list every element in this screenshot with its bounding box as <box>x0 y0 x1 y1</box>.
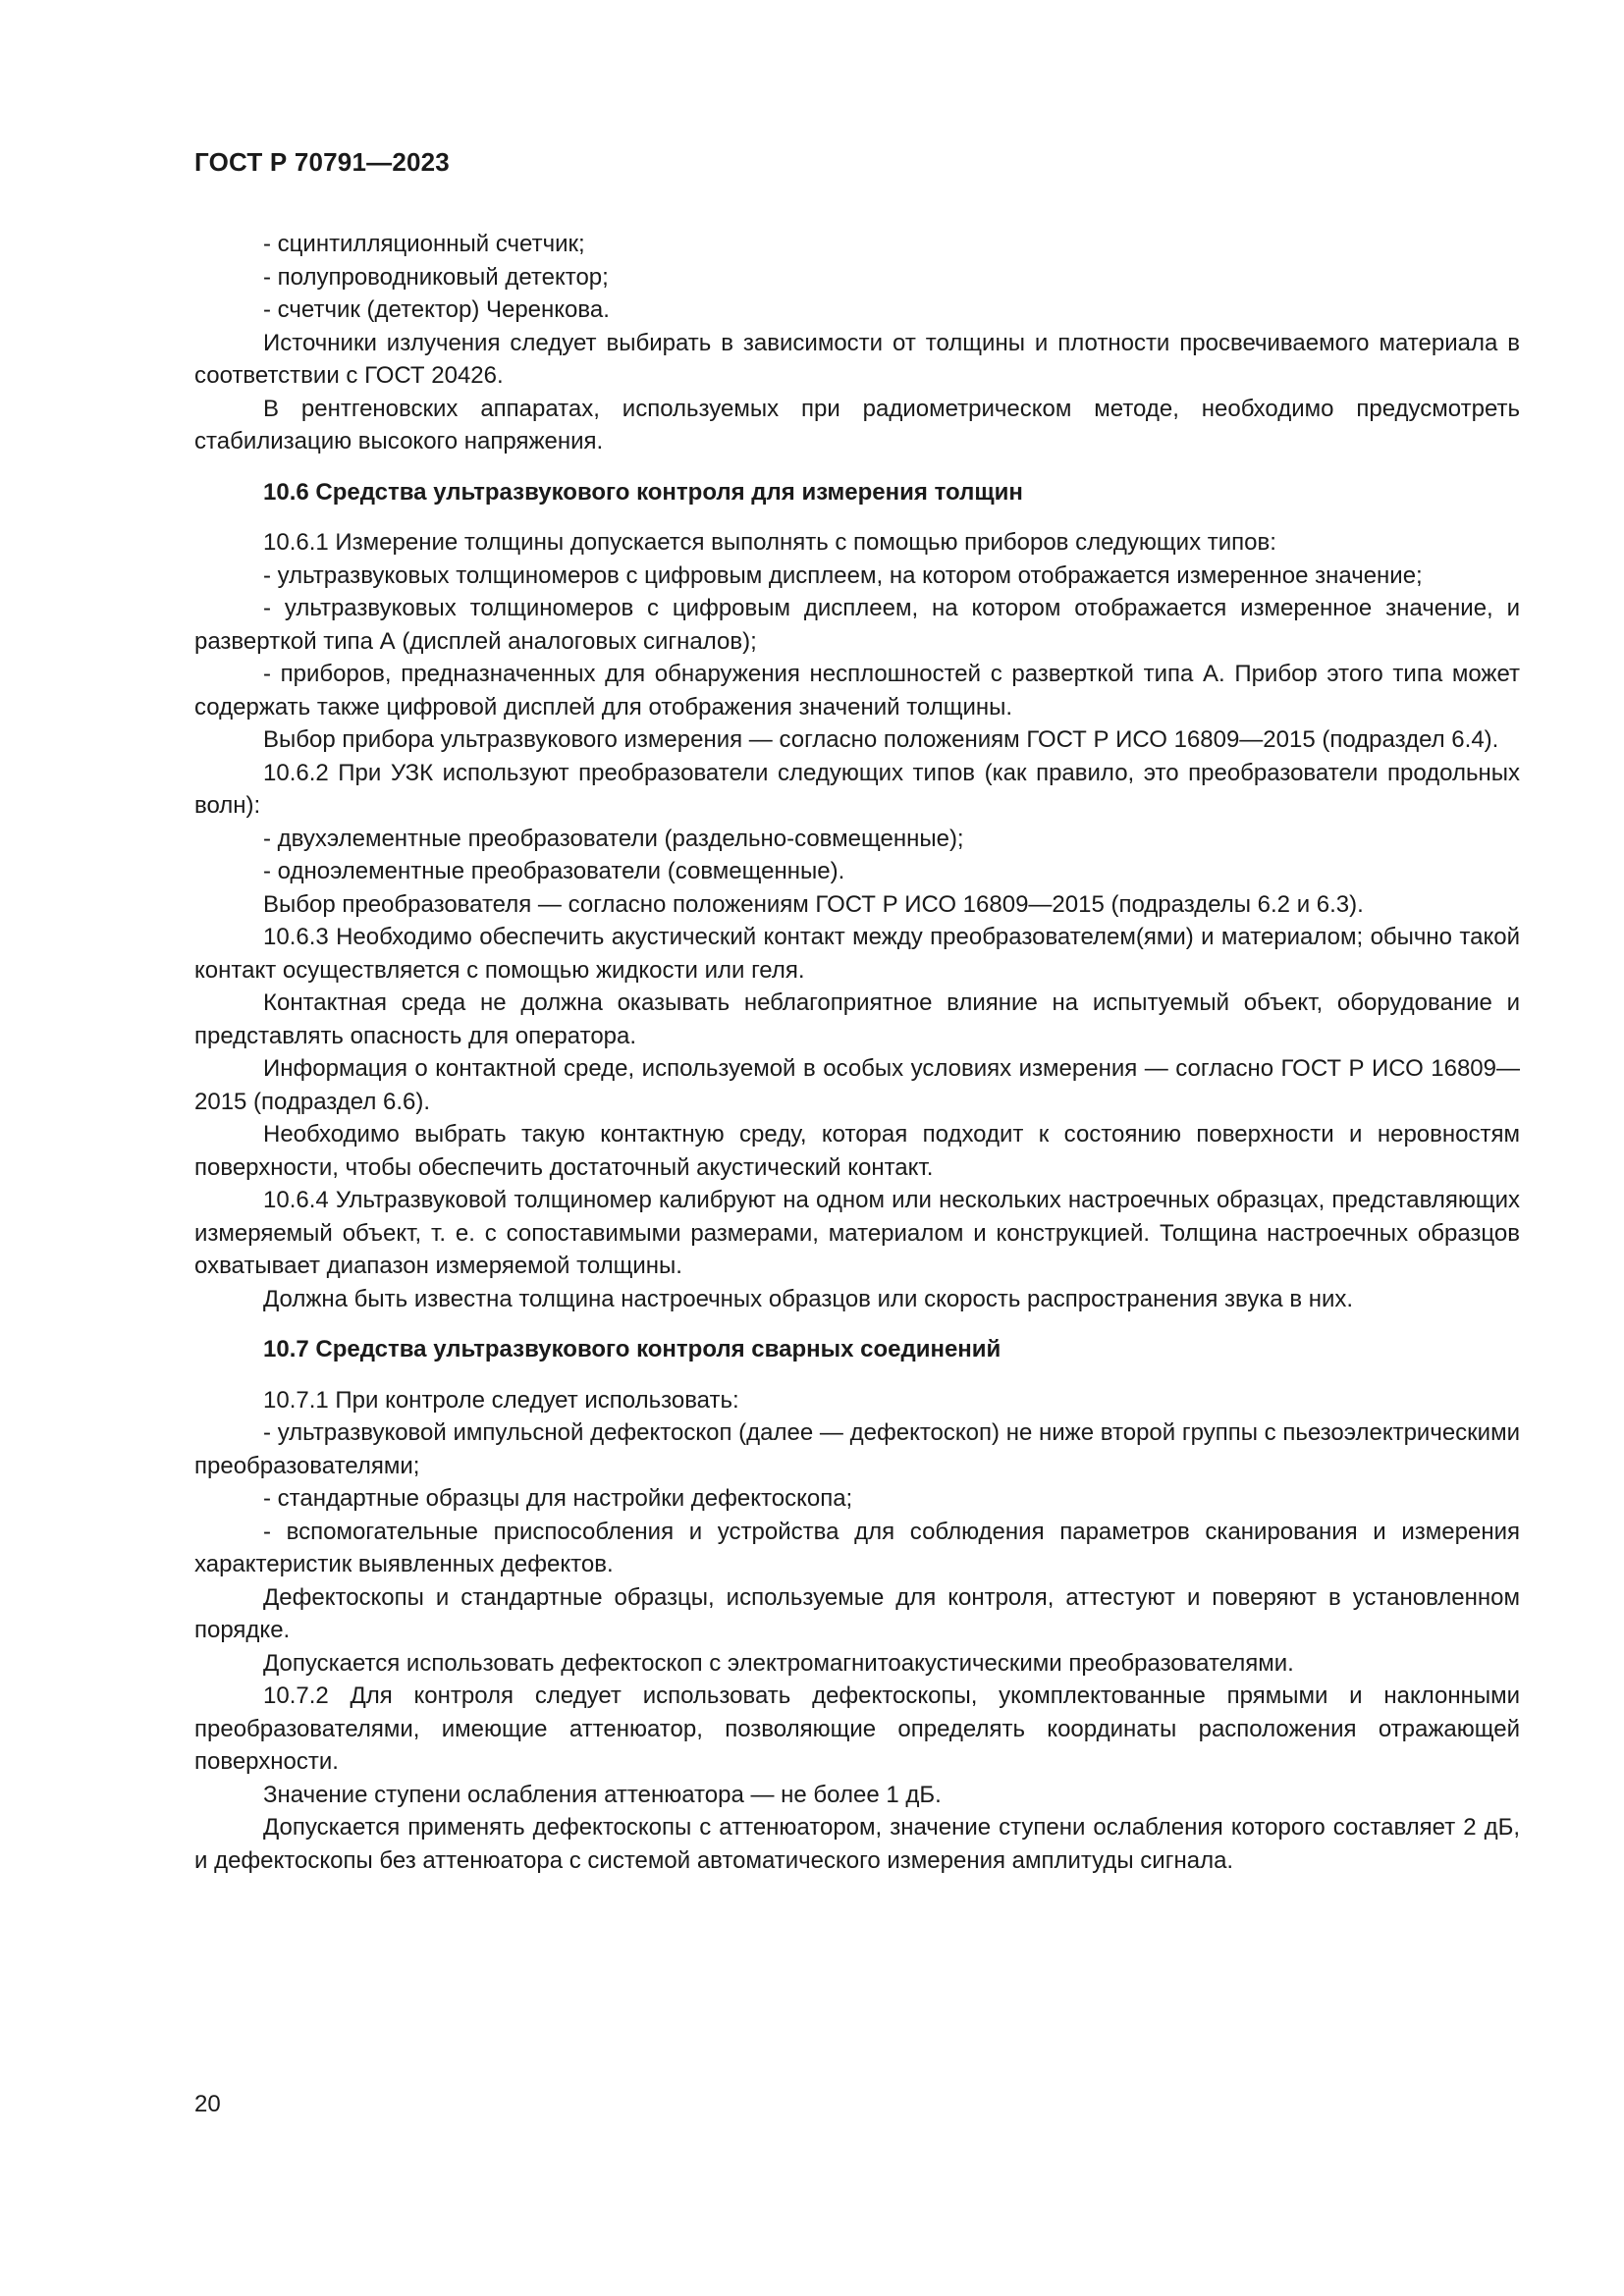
paragraph: - ультразвуковых толщиномеров с цифровым дисплеем, на котором отображается измеренное значение, и разверткой типа А (дисплей аналоговых сигналов); <box>194 595 1520 655</box>
section-heading-10-7: 10.7 Средства ультразвукового контроля сварных соединений <box>263 1336 1001 1362</box>
paragraph: Значение ступени ослабления аттенюатора — не более 1 дБ. <box>263 1781 942 1808</box>
paragraph: - вспомогательные приспособления и устройства для соблюдения параметров сканирования и измерения характеристик выявленных дефектов. <box>194 1518 1520 1577</box>
paragraph: - ультразвуковых толщиномеров с цифровым дисплеем, на котором отображается измеренное значение; <box>263 561 1423 589</box>
paragraph: - ультразвуковой импульсной дефектоскоп (далее — дефектоскоп) не ниже второй группы с пьезоэлектрическими преобразователями; <box>194 1419 1520 1479</box>
list-item: - полупроводниковый детектор; <box>263 263 609 291</box>
paragraph: - одноэлементные преобразователи (совмещенные). <box>263 858 845 884</box>
page-number: 20 <box>194 2091 221 2117</box>
paragraph-sources: Источники излучения следует выбирать в зависимости от толщины и плотности просвечиваемого материала в соответствии с ГОСТ 20426. <box>194 329 1520 389</box>
paragraph: Выбор преобразователя — согласно положениям ГОСТ Р ИСО 16809—2015 (подразделы 6.2 и 6.3). <box>263 890 1364 918</box>
paragraph: Дефектоскопы и стандартные образцы, используемые для контроля, аттестуют и поверяют в установленном порядке. <box>194 1583 1520 1643</box>
paragraph: 10.7.2 Для контроля следует использовать дефектоскопы, укомплектованные прямыми и наклонными преобразователями, имеющие аттенюатор, позволяющие определять координаты расположения отражающей поверхности. <box>194 1682 1520 1775</box>
paragraph: 10.6.3 Необходимо обеспечить акустический контакт между преобразователем(ями) и материалом; обычно такой контакт осуществляется с помощью жидкости или геля. <box>194 924 1520 984</box>
paragraph: 10.6.2 При УЗК используют преобразователи следующих типов (как правило, это преобразователи продольных волн): <box>194 759 1520 819</box>
paragraph: Необходимо выбрать такую контактную среду, которая подходит к состоянию поверхности и неровностям поверхности, чтобы обеспечить достаточный акустический контакт. <box>194 1121 1520 1181</box>
paragraph: - приборов, предназначенных для обнаружения несплошностей с разверткой типа А. Прибор этого типа может содержать также цифровой дисплей для отображения значений толщины. <box>194 661 1520 721</box>
list-item: - сцинтилляционный счетчик; <box>263 231 585 257</box>
paragraph: Допускается применять дефектоскопы с аттенюатором, значение ступени ослабления которого составляет 2 дБ, и дефектоскопы без аттенюатора с системой автоматического измерения амплитуды сигнала. <box>194 1814 1520 1874</box>
paragraph: - стандартные образцы для настройки дефектоскопа; <box>263 1485 853 1512</box>
section-heading-10-6: 10.6 Средства ультразвукового контроля для измерения толщин <box>263 478 1023 506</box>
document-header: ГОСТ Р 70791—2023 <box>194 147 450 177</box>
paragraph: Выбор прибора ультразвукового измерения — согласно положениям ГОСТ Р ИСО 16809—2015 (подраздел 6.4). <box>263 726 1499 753</box>
paragraph: Контактная среда не должна оказывать неблагоприятное влияние на испытуемый объект, оборудование и представлять опасность для оператора. <box>194 989 1520 1049</box>
paragraph: 10.6.4 Ультразвуковой толщиномер калибруют на одном или нескольких настроечных образцах, представляющих измеряемый объект, т. е. с сопоставимыми размерами, материалом и конструкцией. Толщина настроечных образцов охватывает диапазон измеряемой толщины. <box>194 1187 1520 1279</box>
paragraph: 10.6.1 Измерение толщины допускается выполнять с помощью приборов следующих типов: <box>263 529 1276 556</box>
list-item: - счетчик (детектор) Черенкова. <box>263 296 610 323</box>
paragraph: Информация о контактной среде, используемой в особых условиях измерения — согласно ГОСТ Р ИСО 16809—2015 (подраздел 6.6). <box>194 1055 1520 1115</box>
paragraph: 10.7.1 При контроле следует использовать: <box>263 1386 739 1414</box>
paragraph: - двухэлементные преобразователи (раздельно-совмещенные); <box>263 825 964 852</box>
paragraph: Допускается использовать дефектоскоп с электромагнитоакустическими преобразователями. <box>263 1649 1294 1677</box>
document-body <box>194 228 1520 1877</box>
paragraph: Должна быть известна толщина настроечных образцов или скорость распространения звука в них. <box>263 1285 1354 1312</box>
paragraph-xray: В рентгеновских аппаратах, используемых при радиометрическом методе, необходимо предусмотреть стабилизацию высокого напряжения. <box>194 395 1520 454</box>
